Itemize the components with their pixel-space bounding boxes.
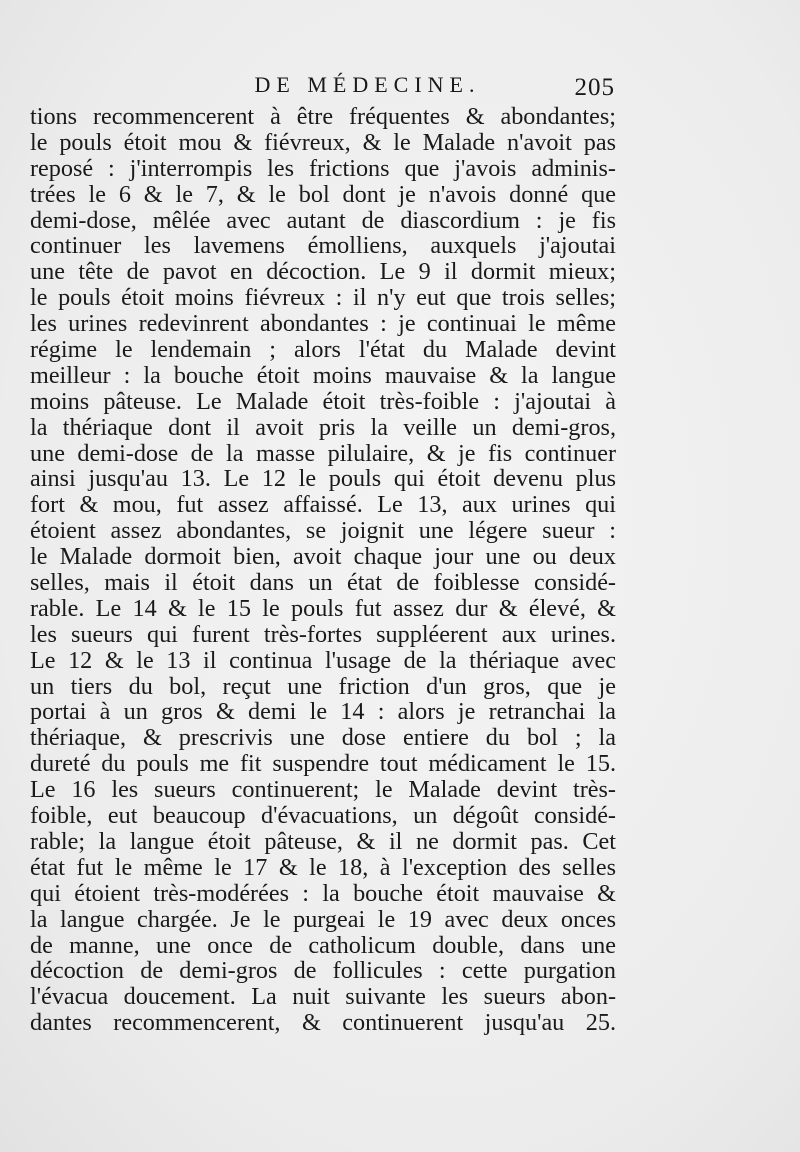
text-line: ainsi jusqu'au 13. Le 12 le pouls qui étoit devenu plus <box>30 466 616 493</box>
text-line: le pouls étoit mou & fiévreux, & le Malade n'avoit pas <box>30 129 616 156</box>
text-line: décoction de demi-gros de follicules : cette purgation <box>30 958 616 985</box>
text-line: selles, mais il étoit dans un état de foiblesse considé- <box>30 570 616 596</box>
text-line: fort & mou, fut assez affaissé. Le 13, aux urines qui <box>30 492 616 519</box>
text-line: demi-dose, mêlée avec autant de diascordium : je fis <box>30 207 616 234</box>
page-number: 205 <box>574 74 615 101</box>
text-line: moins pâteuse. Le Malade étoit très-foible : j'ajoutai à <box>30 388 616 415</box>
text-line: continuer les lavemens émolliens, auxquels j'ajoutai <box>30 233 616 260</box>
text-line: une demi-dose de la masse pilulaire, & je fis continuer <box>30 440 616 467</box>
text-line: rable; la langue étoit pâteuse, & il ne dormit pas. Cet <box>30 828 616 855</box>
text-line: une tête de pavot en décoction. Le 9 il dormit mieux; <box>30 259 616 286</box>
text-line: tions recommencerent à être fréquentes & abondantes; <box>30 104 616 130</box>
text-line: reposé : j'interrompis les frictions que j'avois adminis- <box>30 155 616 182</box>
text-line: de manne, une once de catholicum double, dans une <box>30 932 616 959</box>
text-line: trées le 6 & le 7, & le bol dont je n'avois donné que <box>30 181 616 208</box>
text-line: le Malade dormoit bien, avoit chaque jour une ou deux <box>30 544 616 571</box>
text-line: les sueurs qui furent très-fortes suppléerent aux urines. <box>30 621 616 648</box>
text-line: la langue chargée. Je le purgeai le 19 avec deux onces <box>30 906 616 933</box>
text-line: Le 16 les sueurs continuerent; le Malade devint très- <box>30 777 616 804</box>
page-header <box>30 68 615 108</box>
text-line: rable. Le 14 & le 15 le pouls fut assez dur & élevé, & <box>30 595 616 622</box>
body-text <box>30 104 616 1036</box>
text-line: foible, eut beaucoup d'évacuations, un dégoût considé- <box>30 803 616 829</box>
text-line: l'évacua doucement. La nuit suivante les sueurs abon- <box>30 984 616 1011</box>
text-line: état fut le même le 17 & le 18, à l'exception des selles <box>30 854 616 881</box>
text-line: un tiers du bol, reçut une friction d'un gros, que je <box>30 673 616 700</box>
text-line: les urines redevinrent abondantes : je continuai le même <box>30 311 616 338</box>
text-line: qui étoient très-modérées : la bouche étoit mauvaise & <box>30 880 616 907</box>
text-line: dureté du pouls me fit suspendre tout médicament le 15. <box>30 751 616 778</box>
running-head: DE MÉDECINE. <box>254 72 481 97</box>
text-line: meilleur : la bouche étoit moins mauvaise & la langue <box>30 362 616 389</box>
text-line: Le 12 & le 13 il continua l'usage de la thériaque avec <box>30 647 616 674</box>
text-line: régime le lendemain ; alors l'état du Malade devint <box>30 337 616 363</box>
text-line: dantes recommencerent, & continuerent jusqu'au 25. <box>30 1010 616 1037</box>
text-line: thériaque, & prescrivis une dose entiere du bol ; la <box>30 725 616 752</box>
text-line: la thériaque dont il avoit pris la veille un demi-gros, <box>30 414 616 441</box>
text-line: étoient assez abondantes, se joignit une légere sueur : <box>30 518 616 545</box>
text-line: portai à un gros & demi le 14 : alors je retranchai la <box>30 699 616 726</box>
text-line: le pouls étoit moins fiévreux : il n'y eut que trois selles; <box>30 285 616 312</box>
